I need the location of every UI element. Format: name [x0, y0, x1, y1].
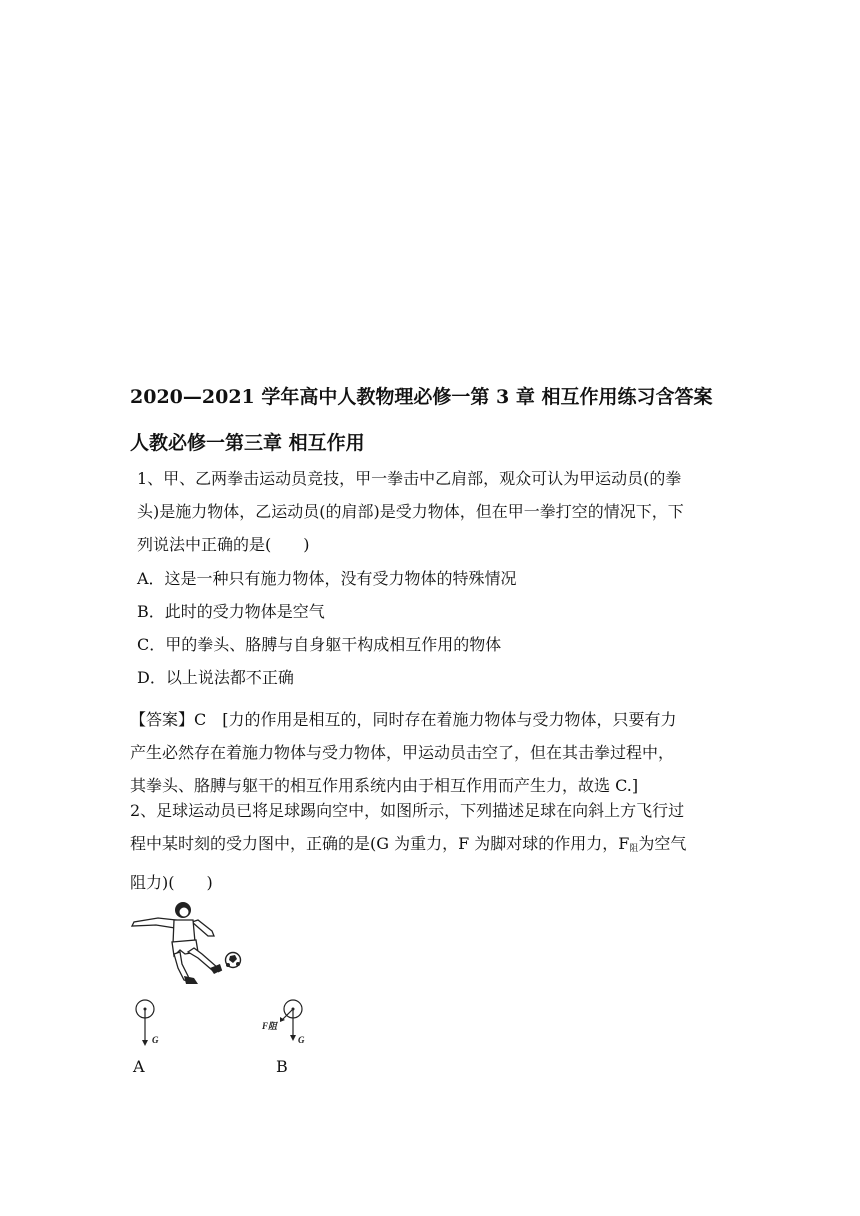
subscript-zu: 阻 — [629, 844, 639, 854]
question-1-line: 列说法中正确的是( ) — [137, 535, 310, 554]
force-label-g: G — [298, 1035, 305, 1045]
question-1-line: 1、甲、乙两拳击运动员竞技，甲一拳击中乙肩部，观众可认为甲运动员(的拳 — [137, 469, 682, 488]
answer-line: 其拳头、胳膊与躯干的相互作用系统内由于相互作用而产生力，故选 C.] — [130, 776, 639, 795]
option-d: D．以上说法都不正确 — [137, 668, 294, 687]
question-2-line: 程中某时刻的受力图中，正确的是(G 为重力，F 为脚对球的作用力，$F_阻$为空气 — [130, 834, 687, 854]
force-label-g: G — [152, 1035, 159, 1045]
option-c: C．甲的拳头、胳膊与自身躯干构成相互作用的物体 — [137, 635, 502, 654]
answer-line: 产生必然存在着施力物体与受力物体，甲运动员击空了，但在其击拳过程中， — [130, 743, 675, 762]
question-2-line: 阻力)( ) — [130, 873, 213, 892]
question-1-stem — [137, 462, 684, 561]
soccer-player-illustration — [128, 898, 248, 990]
question-2-line: 2、足球运动员已将足球踢向空中，如图所示，下列描述足球在向斜上方飞行过 — [130, 801, 685, 820]
answer-1 — [130, 703, 677, 802]
force-diagram-b — [260, 996, 316, 1054]
answer-line: 【答案】C [力的作用是相互的，同时存在着施力物体与受力物体，只要有力 — [130, 710, 677, 729]
question-2-stem — [130, 794, 686, 899]
option-b: B．此时的受力物体是空气 — [137, 602, 325, 621]
force-diagram-a — [130, 996, 170, 1054]
force-label-f-zu: F阻 — [262, 1021, 278, 1031]
diagram-b-label: B — [276, 1057, 288, 1076]
question-1-line: 头)是施力物体，乙运动员(的肩部)是受力物体，但在甲一拳打空的情况下，下 — [137, 502, 684, 521]
section-heading: 人教必修一第三章 相互作用 — [130, 432, 365, 454]
document-title: 2020—2021 学年高中人教物理必修一第 3 章 相互作用练习含答案 — [130, 386, 713, 408]
option-a: A．这是一种只有施力物体，没有受力物体的特殊情况 — [137, 569, 517, 588]
diagram-a-label: A — [133, 1057, 145, 1076]
